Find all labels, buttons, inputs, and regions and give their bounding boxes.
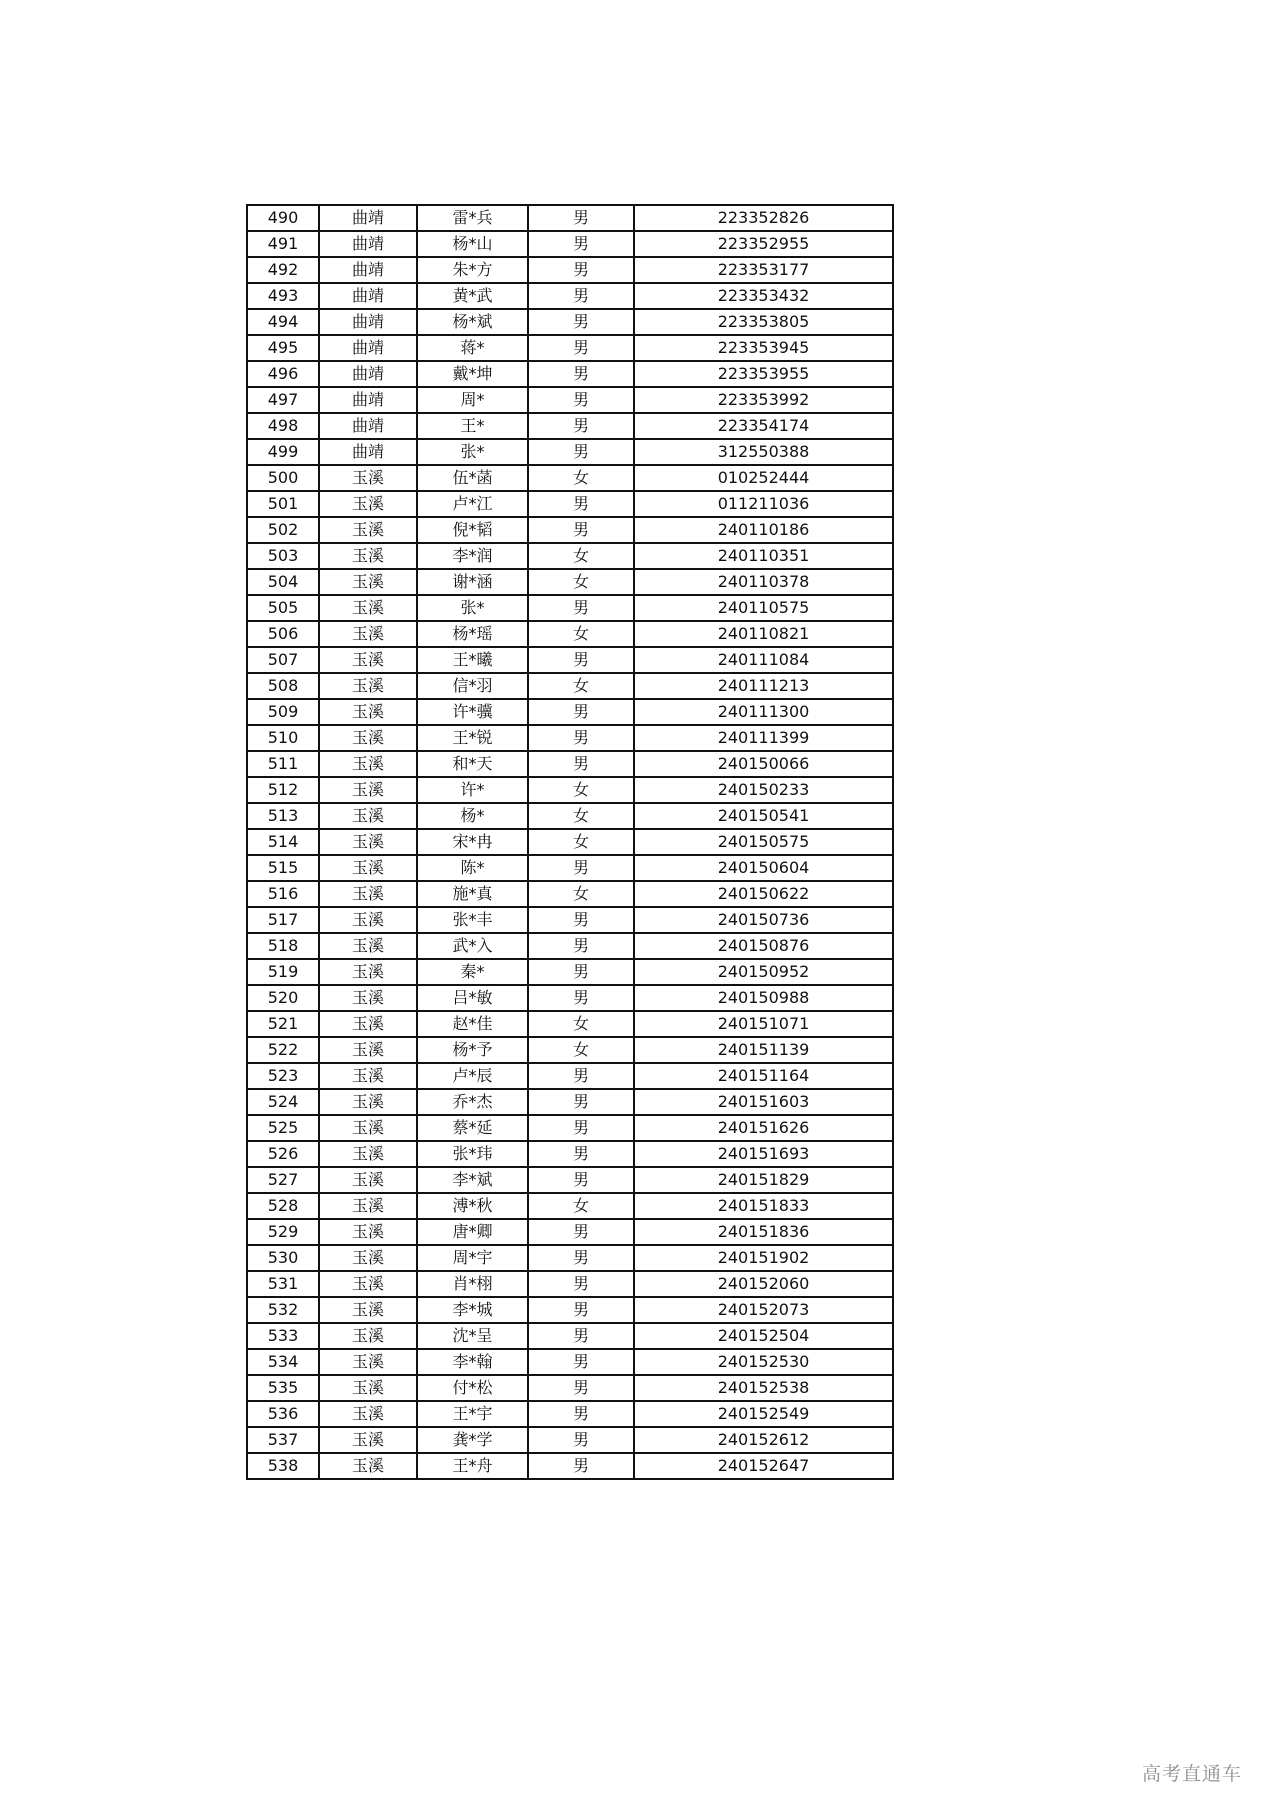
region-cell: 玉溪 xyxy=(319,1219,417,1245)
name-cell: 伍*菡 xyxy=(417,465,528,491)
candidate-id-cell: 240150604 xyxy=(634,855,893,881)
gender-cell: 男 xyxy=(528,1219,634,1245)
region-cell: 玉溪 xyxy=(319,1037,417,1063)
region-cell: 曲靖 xyxy=(319,309,417,335)
table-row xyxy=(247,1167,893,1193)
table-row xyxy=(247,1453,893,1479)
candidate-id-cell: 240150622 xyxy=(634,881,893,907)
region-cell: 玉溪 xyxy=(319,1011,417,1037)
row-number-cell: 490 xyxy=(247,205,319,231)
region-cell: 玉溪 xyxy=(319,517,417,543)
table-row xyxy=(247,725,893,751)
row-number-cell: 493 xyxy=(247,283,319,309)
gender-cell: 女 xyxy=(528,621,634,647)
gender-cell: 男 xyxy=(528,1141,634,1167)
region-cell: 玉溪 xyxy=(319,907,417,933)
row-number-cell: 535 xyxy=(247,1375,319,1401)
gender-cell: 男 xyxy=(528,933,634,959)
row-number-cell: 495 xyxy=(247,335,319,361)
gender-cell: 男 xyxy=(528,1115,634,1141)
table-row xyxy=(247,777,893,803)
region-cell: 玉溪 xyxy=(319,855,417,881)
table-row xyxy=(247,1323,893,1349)
gender-cell: 男 xyxy=(528,1453,634,1479)
gender-cell: 男 xyxy=(528,907,634,933)
table-row xyxy=(247,1037,893,1063)
gender-cell: 女 xyxy=(528,673,634,699)
name-cell: 宋*冉 xyxy=(417,829,528,855)
name-cell: 秦* xyxy=(417,959,528,985)
region-cell: 玉溪 xyxy=(319,1141,417,1167)
name-cell: 张*玮 xyxy=(417,1141,528,1167)
candidate-id-cell: 223353992 xyxy=(634,387,893,413)
table-row xyxy=(247,569,893,595)
table-row xyxy=(247,907,893,933)
name-cell: 陈* xyxy=(417,855,528,881)
row-number-cell: 504 xyxy=(247,569,319,595)
gender-cell: 男 xyxy=(528,699,634,725)
name-cell: 王*锐 xyxy=(417,725,528,751)
row-number-cell: 528 xyxy=(247,1193,319,1219)
table-row xyxy=(247,1219,893,1245)
row-number-cell: 508 xyxy=(247,673,319,699)
gender-cell: 男 xyxy=(528,959,634,985)
region-cell: 曲靖 xyxy=(319,387,417,413)
gender-cell: 男 xyxy=(528,725,634,751)
row-number-cell: 513 xyxy=(247,803,319,829)
candidate-id-cell: 240111213 xyxy=(634,673,893,699)
region-cell: 玉溪 xyxy=(319,1115,417,1141)
candidate-id-cell: 240151139 xyxy=(634,1037,893,1063)
row-number-cell: 514 xyxy=(247,829,319,855)
candidate-id-cell: 240152073 xyxy=(634,1297,893,1323)
gender-cell: 男 xyxy=(528,205,634,231)
candidate-id-cell: 240151833 xyxy=(634,1193,893,1219)
name-cell: 赵*佳 xyxy=(417,1011,528,1037)
candidate-id-cell: 240111084 xyxy=(634,647,893,673)
table-row xyxy=(247,1193,893,1219)
gender-cell: 男 xyxy=(528,413,634,439)
candidate-id-cell: 240110351 xyxy=(634,543,893,569)
region-cell: 玉溪 xyxy=(319,1453,417,1479)
name-cell: 施*真 xyxy=(417,881,528,907)
gender-cell: 男 xyxy=(528,985,634,1011)
name-cell: 戴*坤 xyxy=(417,361,528,387)
gender-cell: 女 xyxy=(528,543,634,569)
gender-cell: 男 xyxy=(528,257,634,283)
table-row xyxy=(247,517,893,543)
table-row xyxy=(247,933,893,959)
row-number-cell: 534 xyxy=(247,1349,319,1375)
candidate-id-cell: 223353805 xyxy=(634,309,893,335)
table-row xyxy=(247,1297,893,1323)
candidate-id-cell: 223353945 xyxy=(634,335,893,361)
candidate-id-cell: 240150876 xyxy=(634,933,893,959)
name-cell: 乔*杰 xyxy=(417,1089,528,1115)
name-cell: 张*丰 xyxy=(417,907,528,933)
roster-table xyxy=(246,204,894,1480)
candidate-id-cell: 240110186 xyxy=(634,517,893,543)
name-cell: 和*天 xyxy=(417,751,528,777)
row-number-cell: 512 xyxy=(247,777,319,803)
name-cell: 王*宇 xyxy=(417,1401,528,1427)
row-number-cell: 492 xyxy=(247,257,319,283)
gender-cell: 女 xyxy=(528,1037,634,1063)
name-cell: 溥*秋 xyxy=(417,1193,528,1219)
region-cell: 玉溪 xyxy=(319,1245,417,1271)
name-cell: 许* xyxy=(417,777,528,803)
region-cell: 玉溪 xyxy=(319,725,417,751)
region-cell: 玉溪 xyxy=(319,1427,417,1453)
row-number-cell: 503 xyxy=(247,543,319,569)
row-number-cell: 529 xyxy=(247,1219,319,1245)
gender-cell: 男 xyxy=(528,335,634,361)
candidate-id-cell: 223354174 xyxy=(634,413,893,439)
gender-cell: 男 xyxy=(528,1245,634,1271)
row-number-cell: 521 xyxy=(247,1011,319,1037)
candidate-id-cell: 223353955 xyxy=(634,361,893,387)
table-row xyxy=(247,959,893,985)
table-row xyxy=(247,1115,893,1141)
region-cell: 玉溪 xyxy=(319,569,417,595)
gender-cell: 男 xyxy=(528,1063,634,1089)
row-number-cell: 506 xyxy=(247,621,319,647)
candidate-id-cell: 240150066 xyxy=(634,751,893,777)
candidate-id-cell: 240110821 xyxy=(634,621,893,647)
table-row xyxy=(247,673,893,699)
region-cell: 玉溪 xyxy=(319,933,417,959)
region-cell: 玉溪 xyxy=(319,465,417,491)
table-row xyxy=(247,1427,893,1453)
table-row xyxy=(247,1245,893,1271)
region-cell: 曲靖 xyxy=(319,257,417,283)
region-cell: 玉溪 xyxy=(319,959,417,985)
row-number-cell: 511 xyxy=(247,751,319,777)
gender-cell: 男 xyxy=(528,517,634,543)
region-cell: 玉溪 xyxy=(319,491,417,517)
region-cell: 玉溪 xyxy=(319,1323,417,1349)
region-cell: 玉溪 xyxy=(319,751,417,777)
table-row xyxy=(247,595,893,621)
candidate-id-cell: 240151902 xyxy=(634,1245,893,1271)
region-cell: 曲靖 xyxy=(319,231,417,257)
table-row xyxy=(247,231,893,257)
name-cell: 周*宇 xyxy=(417,1245,528,1271)
gender-cell: 男 xyxy=(528,361,634,387)
row-number-cell: 523 xyxy=(247,1063,319,1089)
table-row xyxy=(247,1141,893,1167)
name-cell: 武*入 xyxy=(417,933,528,959)
row-number-cell: 537 xyxy=(247,1427,319,1453)
name-cell: 李*翰 xyxy=(417,1349,528,1375)
table-row xyxy=(247,335,893,361)
name-cell: 朱*方 xyxy=(417,257,528,283)
gender-cell: 男 xyxy=(528,1089,634,1115)
gender-cell: 男 xyxy=(528,231,634,257)
candidate-id-cell: 240151164 xyxy=(634,1063,893,1089)
candidate-id-cell: 240152504 xyxy=(634,1323,893,1349)
table-row xyxy=(247,257,893,283)
gender-cell: 女 xyxy=(528,1193,634,1219)
table-row xyxy=(247,309,893,335)
name-cell: 付*松 xyxy=(417,1375,528,1401)
gender-cell: 女 xyxy=(528,881,634,907)
gender-cell: 男 xyxy=(528,1375,634,1401)
name-cell: 吕*敏 xyxy=(417,985,528,1011)
candidate-id-cell: 240152530 xyxy=(634,1349,893,1375)
candidate-id-cell: 240152549 xyxy=(634,1401,893,1427)
table-row xyxy=(247,387,893,413)
name-cell: 王* xyxy=(417,413,528,439)
row-number-cell: 527 xyxy=(247,1167,319,1193)
gender-cell: 女 xyxy=(528,1011,634,1037)
region-cell: 玉溪 xyxy=(319,829,417,855)
candidate-id-cell: 223353432 xyxy=(634,283,893,309)
gender-cell: 男 xyxy=(528,1271,634,1297)
name-cell: 杨*斌 xyxy=(417,309,528,335)
table-row xyxy=(247,1063,893,1089)
name-cell: 杨*山 xyxy=(417,231,528,257)
row-number-cell: 497 xyxy=(247,387,319,413)
row-number-cell: 499 xyxy=(247,439,319,465)
row-number-cell: 502 xyxy=(247,517,319,543)
region-cell: 玉溪 xyxy=(319,595,417,621)
watermark-text: 高考直通车 xyxy=(1142,1763,1243,1785)
row-number-cell: 533 xyxy=(247,1323,319,1349)
name-cell: 黄*武 xyxy=(417,283,528,309)
candidate-id-cell: 240151603 xyxy=(634,1089,893,1115)
row-number-cell: 519 xyxy=(247,959,319,985)
table-row xyxy=(247,491,893,517)
row-number-cell: 498 xyxy=(247,413,319,439)
gender-cell: 男 xyxy=(528,1323,634,1349)
gender-cell: 男 xyxy=(528,1427,634,1453)
name-cell: 周* xyxy=(417,387,528,413)
row-number-cell: 522 xyxy=(247,1037,319,1063)
table-row xyxy=(247,1089,893,1115)
table-row xyxy=(247,1011,893,1037)
row-number-cell: 494 xyxy=(247,309,319,335)
candidate-id-cell: 011211036 xyxy=(634,491,893,517)
name-cell: 雷*兵 xyxy=(417,205,528,231)
table-row xyxy=(247,1349,893,1375)
gender-cell: 女 xyxy=(528,829,634,855)
name-cell: 张* xyxy=(417,595,528,621)
region-cell: 曲靖 xyxy=(319,361,417,387)
candidate-id-cell: 240152612 xyxy=(634,1427,893,1453)
region-cell: 玉溪 xyxy=(319,543,417,569)
candidate-id-cell: 223352826 xyxy=(634,205,893,231)
roster-table-body xyxy=(247,205,893,1479)
name-cell: 杨*瑶 xyxy=(417,621,528,647)
table-row xyxy=(247,881,893,907)
gender-cell: 女 xyxy=(528,803,634,829)
gender-cell: 男 xyxy=(528,1401,634,1427)
candidate-id-cell: 240150541 xyxy=(634,803,893,829)
gender-cell: 男 xyxy=(528,491,634,517)
name-cell: 李*城 xyxy=(417,1297,528,1323)
candidate-id-cell: 240150575 xyxy=(634,829,893,855)
name-cell: 龚*学 xyxy=(417,1427,528,1453)
region-cell: 玉溪 xyxy=(319,621,417,647)
candidate-id-cell: 240150952 xyxy=(634,959,893,985)
candidate-id-cell: 240151071 xyxy=(634,1011,893,1037)
table-row xyxy=(247,985,893,1011)
gender-cell: 男 xyxy=(528,1297,634,1323)
table-row xyxy=(247,647,893,673)
row-number-cell: 524 xyxy=(247,1089,319,1115)
candidate-id-cell: 240151693 xyxy=(634,1141,893,1167)
row-number-cell: 516 xyxy=(247,881,319,907)
gender-cell: 女 xyxy=(528,777,634,803)
table-row xyxy=(247,283,893,309)
row-number-cell: 500 xyxy=(247,465,319,491)
table-row xyxy=(247,439,893,465)
candidate-id-cell: 240110575 xyxy=(634,595,893,621)
name-cell: 杨* xyxy=(417,803,528,829)
row-number-cell: 530 xyxy=(247,1245,319,1271)
name-cell: 许*骥 xyxy=(417,699,528,725)
gender-cell: 男 xyxy=(528,647,634,673)
gender-cell: 男 xyxy=(528,439,634,465)
table-row xyxy=(247,829,893,855)
row-number-cell: 517 xyxy=(247,907,319,933)
name-cell: 卢*江 xyxy=(417,491,528,517)
row-number-cell: 520 xyxy=(247,985,319,1011)
table-row xyxy=(247,751,893,777)
name-cell: 卢*辰 xyxy=(417,1063,528,1089)
name-cell: 杨*予 xyxy=(417,1037,528,1063)
table-row xyxy=(247,413,893,439)
name-cell: 倪*韬 xyxy=(417,517,528,543)
table-row xyxy=(247,1401,893,1427)
row-number-cell: 491 xyxy=(247,231,319,257)
name-cell: 蒋* xyxy=(417,335,528,361)
table-row xyxy=(247,1375,893,1401)
candidate-id-cell: 223353177 xyxy=(634,257,893,283)
row-number-cell: 531 xyxy=(247,1271,319,1297)
row-number-cell: 501 xyxy=(247,491,319,517)
name-cell: 王*曦 xyxy=(417,647,528,673)
row-number-cell: 510 xyxy=(247,725,319,751)
region-cell: 玉溪 xyxy=(319,1401,417,1427)
table-row xyxy=(247,1271,893,1297)
candidate-id-cell: 240150736 xyxy=(634,907,893,933)
row-number-cell: 525 xyxy=(247,1115,319,1141)
region-cell: 玉溪 xyxy=(319,1271,417,1297)
region-cell: 曲靖 xyxy=(319,335,417,361)
name-cell: 信*羽 xyxy=(417,673,528,699)
row-number-cell: 538 xyxy=(247,1453,319,1479)
candidate-id-cell: 240150988 xyxy=(634,985,893,1011)
candidate-id-cell: 240152060 xyxy=(634,1271,893,1297)
region-cell: 曲靖 xyxy=(319,413,417,439)
row-number-cell: 507 xyxy=(247,647,319,673)
gender-cell: 女 xyxy=(528,569,634,595)
gender-cell: 女 xyxy=(528,465,634,491)
candidate-id-cell: 240151626 xyxy=(634,1115,893,1141)
gender-cell: 男 xyxy=(528,595,634,621)
table-row xyxy=(247,205,893,231)
region-cell: 玉溪 xyxy=(319,803,417,829)
table-row xyxy=(247,855,893,881)
table-row xyxy=(247,465,893,491)
table-row xyxy=(247,699,893,725)
candidate-id-cell: 010252444 xyxy=(634,465,893,491)
region-cell: 曲靖 xyxy=(319,439,417,465)
region-cell: 玉溪 xyxy=(319,985,417,1011)
name-cell: 蔡*延 xyxy=(417,1115,528,1141)
region-cell: 玉溪 xyxy=(319,777,417,803)
candidate-id-cell: 312550388 xyxy=(634,439,893,465)
candidate-id-cell: 240110378 xyxy=(634,569,893,595)
candidate-id-cell: 240151836 xyxy=(634,1219,893,1245)
row-number-cell: 515 xyxy=(247,855,319,881)
region-cell: 玉溪 xyxy=(319,673,417,699)
candidate-id-cell: 240151829 xyxy=(634,1167,893,1193)
name-cell: 沈*呈 xyxy=(417,1323,528,1349)
region-cell: 玉溪 xyxy=(319,1193,417,1219)
candidate-id-cell: 240150233 xyxy=(634,777,893,803)
row-number-cell: 532 xyxy=(247,1297,319,1323)
region-cell: 玉溪 xyxy=(319,1089,417,1115)
region-cell: 玉溪 xyxy=(319,699,417,725)
region-cell: 玉溪 xyxy=(319,1063,417,1089)
row-number-cell: 509 xyxy=(247,699,319,725)
name-cell: 王*舟 xyxy=(417,1453,528,1479)
gender-cell: 男 xyxy=(528,855,634,881)
row-number-cell: 518 xyxy=(247,933,319,959)
candidate-id-cell: 240111300 xyxy=(634,699,893,725)
region-cell: 玉溪 xyxy=(319,1297,417,1323)
region-cell: 玉溪 xyxy=(319,881,417,907)
region-cell: 曲靖 xyxy=(319,205,417,231)
gender-cell: 男 xyxy=(528,1167,634,1193)
name-cell: 李*斌 xyxy=(417,1167,528,1193)
name-cell: 张* xyxy=(417,439,528,465)
name-cell: 谢*涵 xyxy=(417,569,528,595)
candidate-id-cell: 240152647 xyxy=(634,1453,893,1479)
region-cell: 玉溪 xyxy=(319,647,417,673)
gender-cell: 男 xyxy=(528,751,634,777)
name-cell: 唐*卿 xyxy=(417,1219,528,1245)
candidate-id-cell: 240152538 xyxy=(634,1375,893,1401)
name-cell: 肖*栩 xyxy=(417,1271,528,1297)
table-row xyxy=(247,621,893,647)
gender-cell: 男 xyxy=(528,309,634,335)
row-number-cell: 496 xyxy=(247,361,319,387)
row-number-cell: 536 xyxy=(247,1401,319,1427)
row-number-cell: 526 xyxy=(247,1141,319,1167)
row-number-cell: 505 xyxy=(247,595,319,621)
region-cell: 玉溪 xyxy=(319,1375,417,1401)
gender-cell: 男 xyxy=(528,283,634,309)
gender-cell: 男 xyxy=(528,1349,634,1375)
table-row xyxy=(247,803,893,829)
gender-cell: 男 xyxy=(528,387,634,413)
region-cell: 玉溪 xyxy=(319,1167,417,1193)
region-cell: 曲靖 xyxy=(319,283,417,309)
name-cell: 李*润 xyxy=(417,543,528,569)
region-cell: 玉溪 xyxy=(319,1349,417,1375)
candidate-id-cell: 223352955 xyxy=(634,231,893,257)
table-row xyxy=(247,361,893,387)
table-row xyxy=(247,543,893,569)
candidate-id-cell: 240111399 xyxy=(634,725,893,751)
